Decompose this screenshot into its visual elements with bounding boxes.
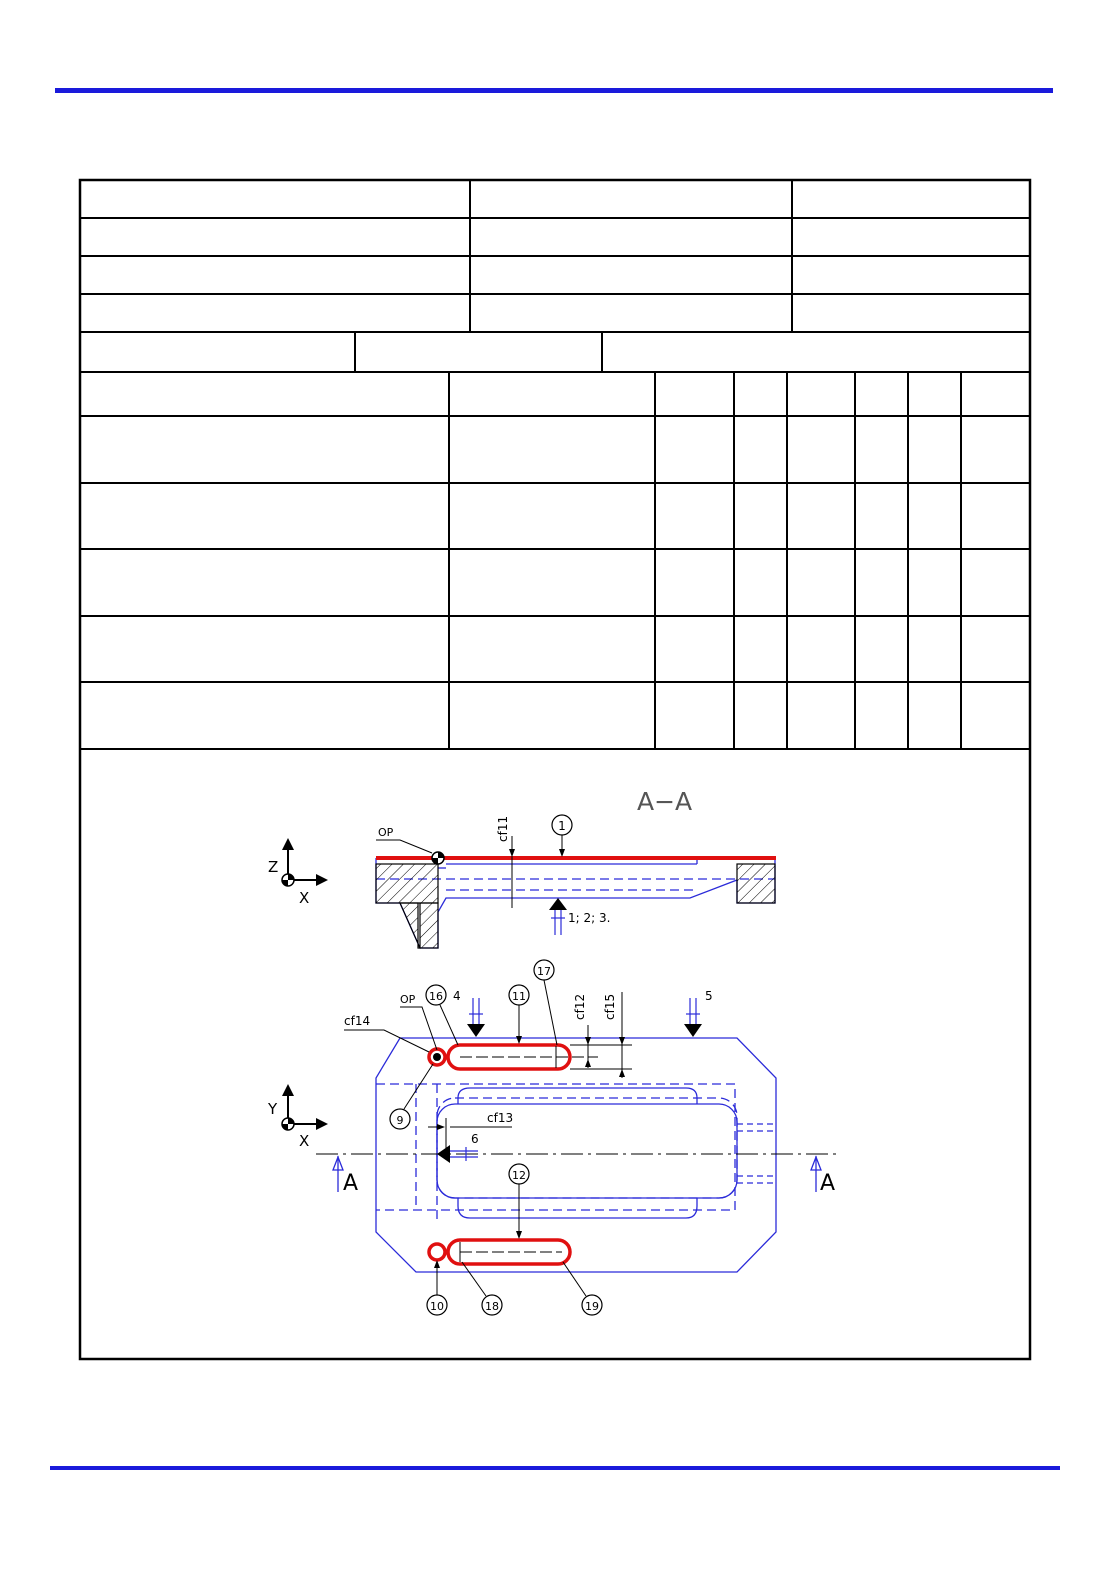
section-hatch-rib	[400, 903, 420, 948]
section-hatch-right	[737, 864, 775, 903]
section-marker-right-label: A	[820, 1171, 836, 1196]
clamp-arrow-5	[684, 998, 702, 1037]
section-marker-left-label: A	[343, 1171, 359, 1196]
datum-op-plan	[433, 1053, 441, 1061]
hole-10	[429, 1244, 445, 1260]
datum-op-plan-label: OP	[400, 993, 416, 1006]
plan-part-outline	[376, 1038, 776, 1272]
datum-op-leader	[376, 840, 432, 853]
axis-y-label: Y	[268, 1100, 278, 1118]
balloon-19-label: 19	[585, 1300, 599, 1313]
sheet-frame	[80, 180, 1030, 1359]
section-view	[268, 787, 776, 948]
axis-triad-yx	[267, 1084, 328, 1150]
support-label-123: 1; 2; 3.	[568, 911, 611, 925]
dim-cf15-label: cf15	[603, 993, 617, 1020]
axis-triad-zx	[268, 838, 328, 907]
dim-cf14-leader	[344, 1030, 429, 1052]
axis-x-label: X	[299, 889, 310, 907]
section-marker-left	[333, 1156, 358, 1196]
clamp-4-label: 4	[453, 989, 461, 1003]
dim-cf13-label: cf13	[487, 1111, 514, 1125]
balloon-16-label: 16	[429, 990, 443, 1003]
axis-z-label: Z	[268, 858, 279, 876]
dim-cf14-label: cf14	[344, 1014, 371, 1028]
balloon-18-label: 18	[485, 1300, 499, 1313]
dim-cf11-label: cf11	[496, 815, 510, 842]
balloon-12-label: 12	[512, 1169, 526, 1182]
balloon-1-label: 1	[558, 819, 566, 833]
section-hatch-boss	[420, 903, 438, 948]
dim-cf12-label: cf12	[573, 993, 587, 1020]
support-arrow-123	[549, 898, 567, 935]
form-table	[80, 180, 1030, 1359]
plan-view	[267, 960, 838, 1315]
balloon-10-label: 10	[430, 1300, 444, 1313]
balloon-11-label: 11	[512, 990, 526, 1003]
balloon-17-label: 17	[537, 965, 551, 978]
axis-x2-label: X	[299, 1132, 310, 1150]
section-title: A−A	[637, 787, 693, 816]
section-marker-right	[811, 1156, 835, 1196]
section-hatch-left	[376, 864, 438, 903]
clamp-6-label: 6	[471, 1132, 479, 1146]
clamp-5-label: 5	[705, 989, 713, 1003]
clamp-arrow-4	[467, 998, 485, 1037]
balloon-9-label: 9	[396, 1114, 404, 1127]
datum-op-label: OP	[378, 826, 394, 839]
